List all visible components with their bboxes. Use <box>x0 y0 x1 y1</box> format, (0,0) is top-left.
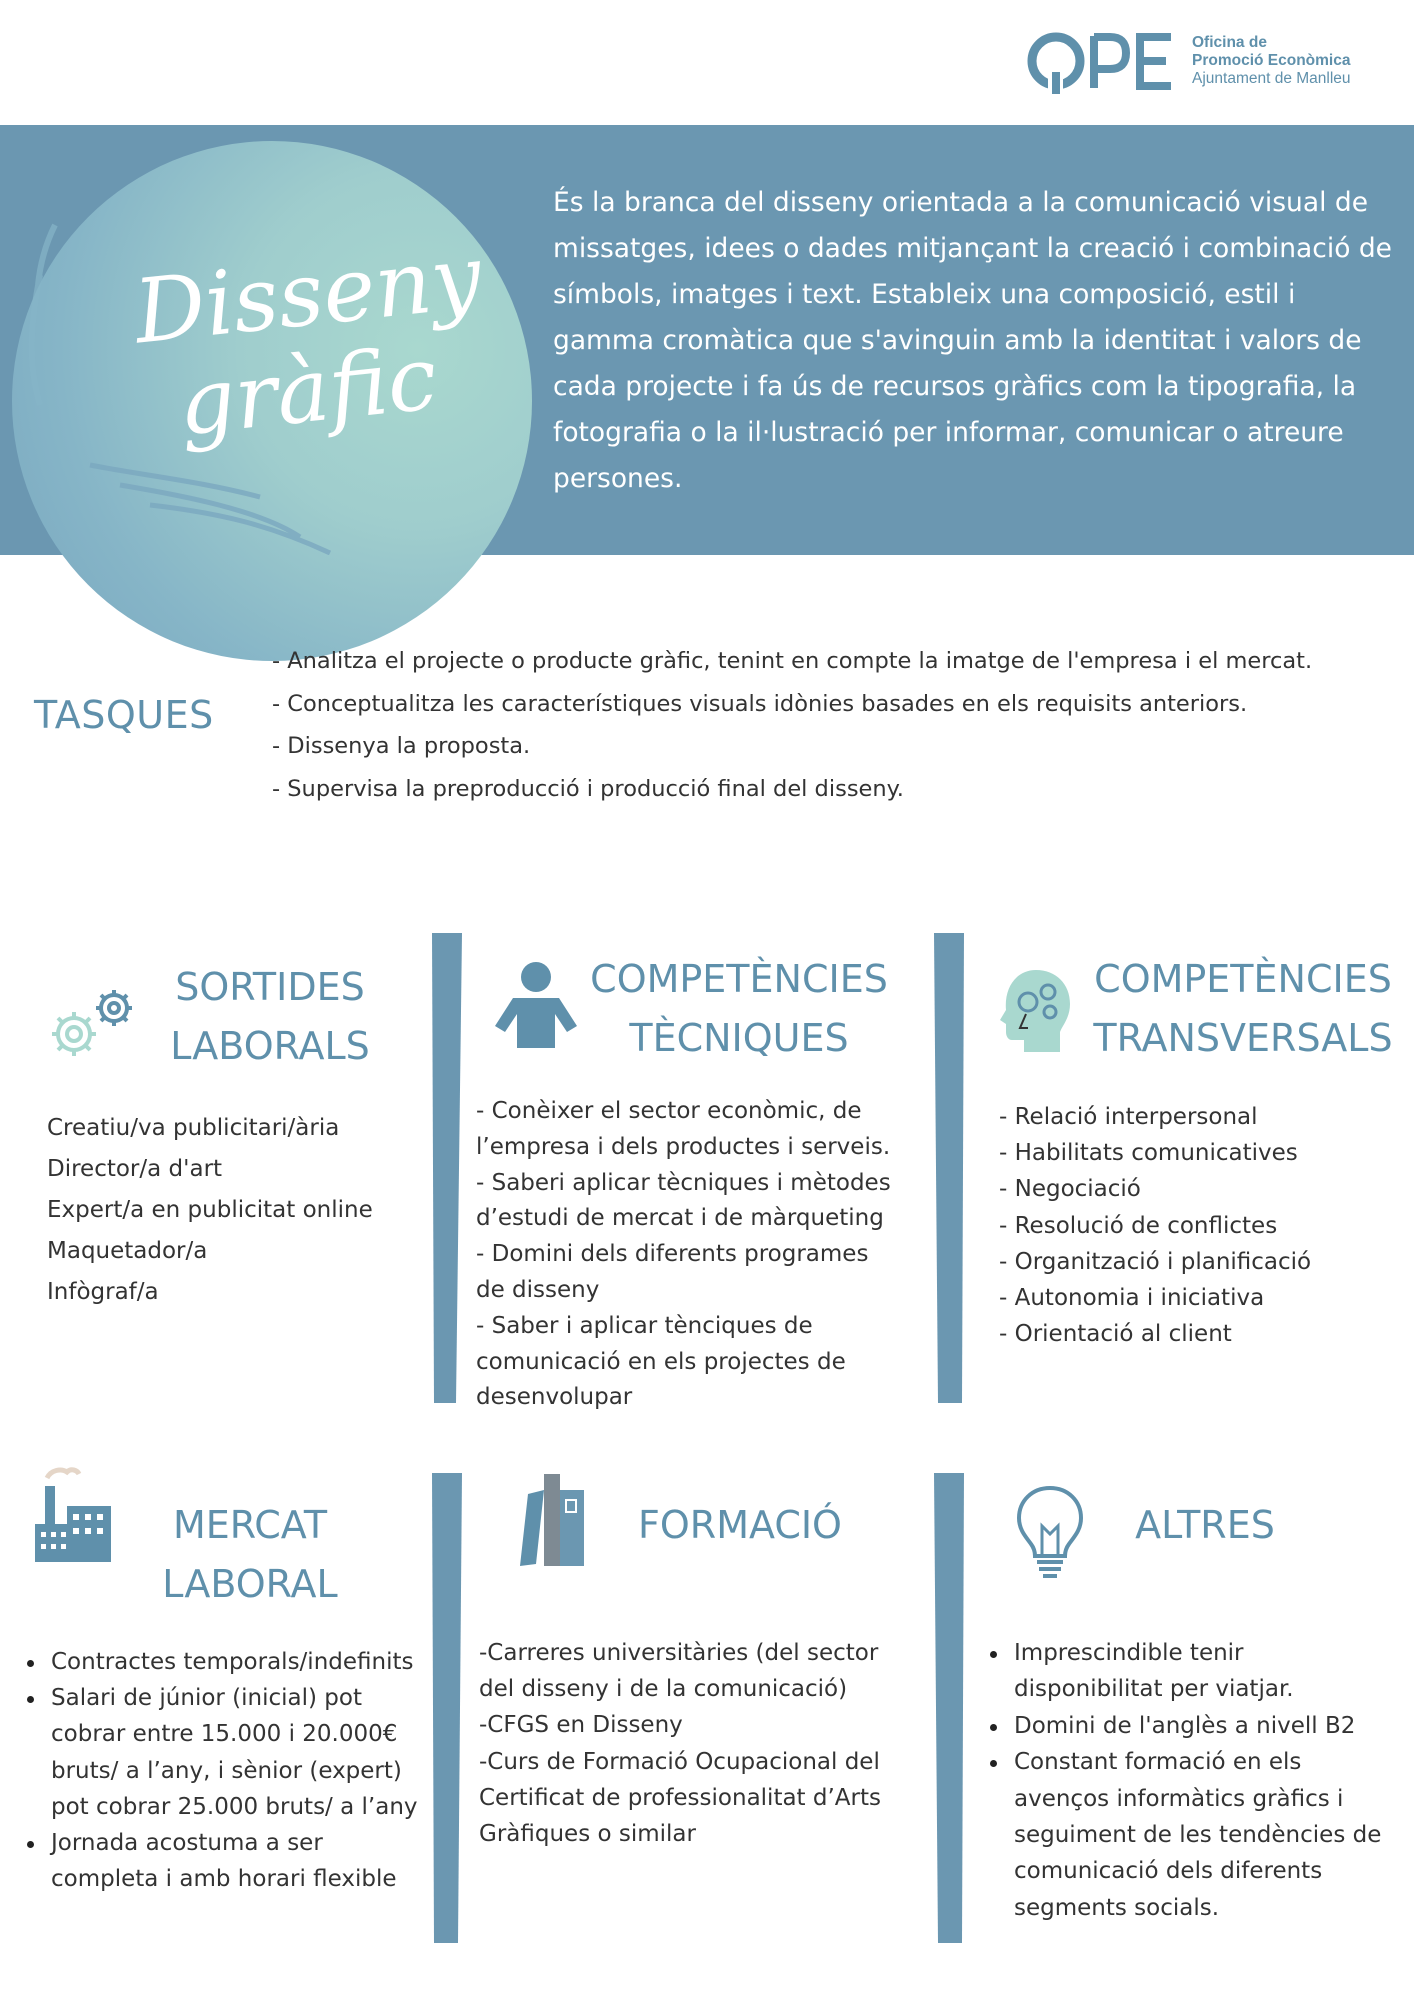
list-item: Director/a d'art <box>47 1156 223 1182</box>
text-line: Constant formació en els <box>1014 1749 1302 1776</box>
text-line: seguiment de les tendències de <box>1014 1822 1382 1849</box>
text-line: -Curs de Formació Ocupacional del <box>479 1748 880 1775</box>
ope-logo <box>1026 28 1386 94</box>
list-item <box>990 1708 1381 1744</box>
list-item: - Orientació al client <box>999 1321 1232 1348</box>
text-line: cobrar entre 15.000 i 20.000€ <box>51 1721 398 1748</box>
text-line: - Saber i aplicar tènciques de <box>476 1312 813 1339</box>
text-line: completa i amb horari flexible <box>51 1866 397 1893</box>
text-line: pot cobrar 25.000 bruts/ a l’any <box>51 1793 418 1820</box>
list-item: Maquetador/a <box>47 1238 208 1264</box>
transversals-list <box>999 1099 1311 1352</box>
text-line: disponibilitat per viatjar. <box>1014 1676 1294 1703</box>
divider-bar <box>428 933 464 1403</box>
factory-icon <box>33 1466 113 1566</box>
logo-line1: Oficina de <box>1192 34 1267 51</box>
list-item: - Organització i planificació <box>999 1248 1312 1275</box>
formacio-text <box>479 1635 881 1852</box>
title-line: LABORAL <box>162 1562 338 1606</box>
sortides-list <box>47 1108 373 1313</box>
list-item <box>27 1825 418 1897</box>
section-title-formacio <box>620 1496 860 1555</box>
text-line: segments socials. <box>1014 1894 1220 1921</box>
list-item: Infògraf/a <box>47 1279 159 1305</box>
list-item: Expert/a en publicitat online <box>47 1197 373 1223</box>
tasques-label: TASQUES <box>34 693 214 737</box>
title-line: TÈCNIQUES <box>629 1016 849 1060</box>
list-item: - Analitza el projecte o producte gràfic, tenint en compte la imatge de l'empresa i el mercat. <box>272 648 1313 674</box>
logo-line3: Ajuntament de Manlleu <box>1192 70 1351 87</box>
text-line: Gràfiques o similar <box>479 1821 696 1848</box>
title-line: SORTIDES <box>175 965 365 1009</box>
title-line2: gràfic <box>173 325 442 456</box>
text-line: comunicació en els projectes de <box>476 1348 846 1375</box>
list-item <box>27 1644 418 1680</box>
text-line: Domini de l'anglès a nivell B2 <box>1014 1712 1356 1739</box>
title-line: FORMACIÓ <box>638 1503 842 1547</box>
text-line: - Conèixer el sector econòmic, de <box>476 1098 862 1124</box>
title-line1: Disseny <box>129 224 486 364</box>
text-line: -Carreres universitàries (del sector <box>479 1640 879 1666</box>
gears-icon <box>44 984 144 1064</box>
text-line: Contractes temporals/indefinits <box>51 1649 414 1675</box>
section-title-tecniques <box>580 950 898 1068</box>
header-banner <box>0 125 1414 555</box>
text-line: Jornada acostuma a ser <box>51 1830 323 1857</box>
list-item <box>27 1680 418 1825</box>
list-item: - Habilitats comunicatives <box>999 1140 1298 1167</box>
person-icon <box>493 960 579 1050</box>
text-line: Imprescindible tenir <box>1014 1640 1244 1666</box>
title-line: COMPETÈNCIES <box>1094 957 1392 1001</box>
text-line: de disseny <box>476 1276 600 1303</box>
page-title <box>129 224 496 456</box>
divider-bar <box>428 1473 464 1943</box>
lightbulb-icon <box>1015 1484 1085 1580</box>
section-title-mercat <box>140 1496 360 1614</box>
title-line: ALTRES <box>1135 1503 1275 1547</box>
text-line: - Saberi aplicar tècniques i mètodes <box>476 1169 891 1196</box>
title-line: COMPETÈNCIES <box>590 957 888 1001</box>
list-item <box>990 1635 1381 1708</box>
list-item: - Supervisa la preproducció i producció final del disseny. <box>272 775 904 802</box>
list-item: - Relació interpersonal <box>999 1104 1258 1130</box>
list-item: - Conceptualitza les característiques visuals idònies basades en els requisits anteriors. <box>272 690 1248 717</box>
tasques-list <box>272 640 1312 810</box>
list-item <box>990 1744 1381 1926</box>
list-item: - Negociació <box>999 1176 1141 1203</box>
divider-bar <box>932 933 968 1403</box>
text-line: - Domini dels diferents programes <box>476 1241 869 1268</box>
tecniques-text <box>476 1094 891 1416</box>
text-line: comunicació dels diferents <box>1014 1858 1323 1885</box>
title-line: MERCAT <box>172 1503 328 1547</box>
mercat-list <box>27 1644 418 1897</box>
text-line: Salari de júnior (inicial) pot <box>51 1685 362 1712</box>
text-line: del disseny i de la comunicació) <box>479 1676 848 1703</box>
list-item: - Resolució de conflictes <box>999 1212 1278 1239</box>
section-title-sortides <box>160 958 380 1076</box>
text-line: Certificat de professionalitat d’Arts <box>479 1784 881 1811</box>
ope-logo-mark <box>1026 28 1176 94</box>
list-item: Creatiu/va publicitari/ària <box>47 1115 340 1141</box>
text-line: d’estudi de mercat i de màrqueting <box>476 1205 884 1232</box>
text-line: desenvolupar <box>476 1384 633 1411</box>
books-icon <box>514 1470 594 1566</box>
list-item: - Autonomia i iniciativa <box>999 1285 1265 1312</box>
section-title-transversals <box>1084 950 1402 1068</box>
text-line: l’empresa i dels productes i serveis. <box>476 1133 891 1160</box>
text-line: avenços informàtics gràfics i <box>1014 1785 1344 1812</box>
logo-line2: Promoció Econòmica <box>1192 52 1351 69</box>
title-line: LABORALS <box>170 1024 370 1068</box>
title-line: TRANSVERSALS <box>1093 1016 1393 1060</box>
intro-text: És la branca del disseny orientada a la comunicació visual de missatges, idees o dades mitjançant la creació i combinació de símbols, imatges i text. Estableix una composició, estil i gamma cromàtica que s'avinguin amb la identitat i valors de cada projecte i fa ús de recursos gràfics com la tipografia, la fotografia o la il·lustració per informar, comunicar o atreure persones. <box>553 187 1392 494</box>
head-gears-icon <box>998 966 1072 1056</box>
section-title-altres <box>1100 1496 1310 1555</box>
altres-list <box>990 1635 1381 1926</box>
text-line: -CFGS en Disseny <box>479 1712 683 1739</box>
list-item: - Dissenya la proposta. <box>272 733 531 759</box>
text-line: bruts/ a l’any, i sènior (expert) <box>51 1757 402 1784</box>
divider-bar <box>932 1473 968 1943</box>
